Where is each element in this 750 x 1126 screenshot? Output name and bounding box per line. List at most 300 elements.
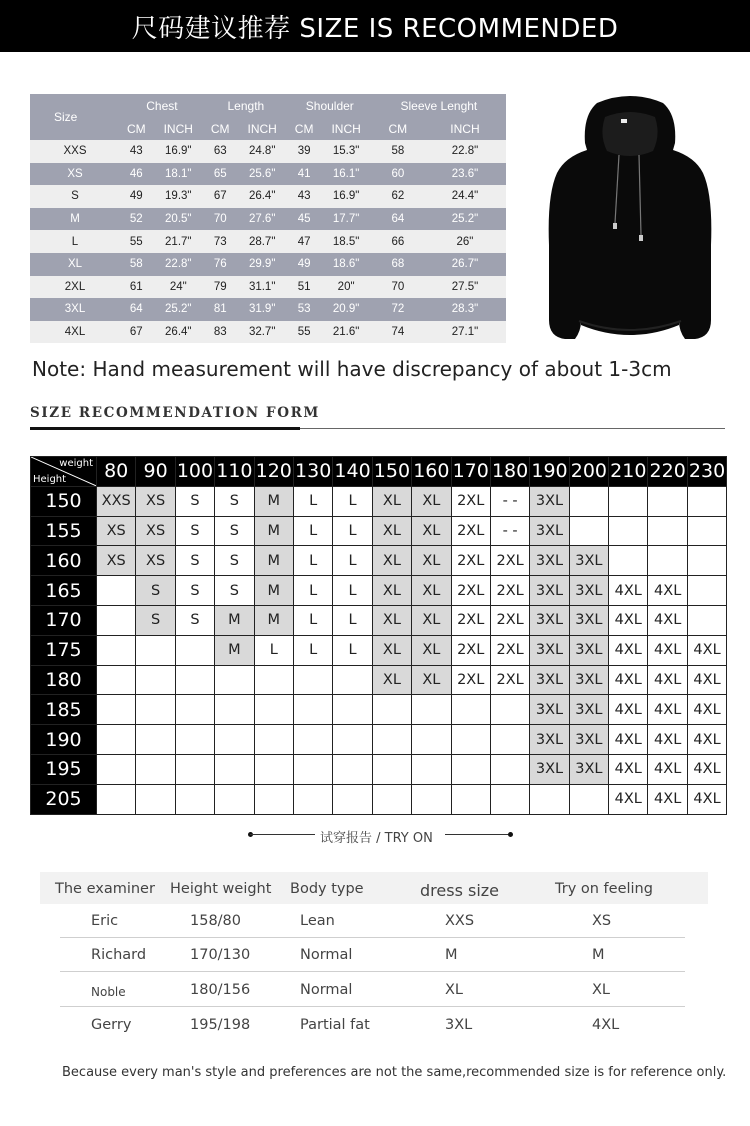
tryon-cell: Richard <box>91 947 147 963</box>
size-cell: M <box>254 576 293 606</box>
tryon-cell: M <box>592 947 605 963</box>
size-cell: - - <box>490 486 529 516</box>
divider-dot <box>508 832 513 837</box>
weight-header-cell: 90 <box>136 457 175 487</box>
size-name-cell: XL <box>30 253 120 276</box>
size-cell: 4XL <box>609 665 648 695</box>
tryon-header-cell: dress size <box>420 881 500 900</box>
weight-header-cell: 160 <box>412 457 451 487</box>
size-cell <box>333 665 372 695</box>
size-cell: 4XL <box>687 695 726 725</box>
unit-header: CM <box>288 117 321 140</box>
size-cell: 3XL <box>569 635 608 665</box>
size-cell <box>530 784 569 814</box>
size-cell: 3XL <box>569 665 608 695</box>
size-cell: 3XL <box>530 486 569 516</box>
size-cell: XXS <box>97 486 136 516</box>
unit-header: INCH <box>424 117 506 140</box>
size-name-cell: M <box>30 208 120 231</box>
size-cell: XS <box>97 546 136 576</box>
height-row <box>31 725 727 755</box>
size-cell: 2XL <box>451 635 490 665</box>
size-cell <box>136 725 175 755</box>
recommendation-title: SIZE RECOMMENDATION FORM <box>30 405 320 421</box>
tryon-row-divider <box>60 1006 685 1007</box>
size-row <box>30 140 506 163</box>
size-cell <box>254 754 293 784</box>
size-cell: 4XL <box>609 576 648 606</box>
size-cell <box>372 784 411 814</box>
size-cell <box>136 635 175 665</box>
size-cell: XL <box>412 665 451 695</box>
measurement-cell: 72 <box>372 298 424 321</box>
size-cell <box>175 665 214 695</box>
size-cell: S <box>215 516 254 546</box>
measurement-cell: 62 <box>372 185 424 208</box>
height-row <box>31 605 727 635</box>
corner-cell <box>31 457 97 487</box>
size-cell <box>687 605 726 635</box>
size-cell: 2XL <box>490 546 529 576</box>
tryon-header-cell: The examiner <box>55 881 155 897</box>
measurement-cell: 24.4" <box>424 185 506 208</box>
size-cell: 4XL <box>648 784 687 814</box>
size-cell: S <box>175 605 214 635</box>
size-cell: 4XL <box>687 665 726 695</box>
size-row <box>30 276 506 299</box>
unit-header: INCH <box>320 117 371 140</box>
tryon-header-cell: Try on feeling <box>555 881 653 897</box>
size-cell: XL <box>412 576 451 606</box>
measurement-cell: 23.6" <box>424 163 506 186</box>
size-cell: L <box>333 486 372 516</box>
size-cell <box>333 784 372 814</box>
size-header: Size <box>30 94 120 140</box>
size-cell <box>215 665 254 695</box>
measurement-cell: 24" <box>153 276 204 299</box>
height-label-cell: 160 <box>31 546 97 576</box>
size-cell: M <box>254 546 293 576</box>
measurement-cell: 52 <box>120 208 153 231</box>
measurement-cell: 22.8" <box>424 140 506 163</box>
size-cell: M <box>254 486 293 516</box>
size-cell <box>648 546 687 576</box>
size-cell: 4XL <box>648 576 687 606</box>
size-row <box>30 208 506 231</box>
height-label-cell: 165 <box>31 576 97 606</box>
size-cell: 4XL <box>609 695 648 725</box>
measurement-cell: 28.7" <box>237 230 288 253</box>
size-cell: L <box>333 546 372 576</box>
recommendation-grid-body <box>31 457 727 815</box>
height-label-cell: 190 <box>31 725 97 755</box>
size-cell: XS <box>97 516 136 546</box>
size-cell: 2XL <box>490 635 529 665</box>
measurement-cell: 74 <box>372 321 424 344</box>
measurement-cell: 27.5" <box>424 276 506 299</box>
size-row <box>30 185 506 208</box>
size-cell: L <box>293 635 332 665</box>
measurement-cell: 19.3" <box>153 185 204 208</box>
measurement-cell: 81 <box>204 298 237 321</box>
measurement-cell: 22.8" <box>153 253 204 276</box>
size-name-cell: XS <box>30 163 120 186</box>
size-cell <box>97 754 136 784</box>
measurement-cell: 66 <box>372 230 424 253</box>
measurement-cell: 49 <box>288 253 321 276</box>
size-cell <box>293 695 332 725</box>
size-cell: 3XL <box>569 754 608 784</box>
size-cell: XL <box>372 635 411 665</box>
height-label-cell: 195 <box>31 754 97 784</box>
measurement-cell: 28.3" <box>424 298 506 321</box>
size-cell <box>215 725 254 755</box>
measurement-cell: 26" <box>424 230 506 253</box>
measurement-cell: 20.9" <box>320 298 371 321</box>
size-cell <box>293 784 332 814</box>
title-rule <box>300 428 725 429</box>
size-cell <box>97 695 136 725</box>
size-cell <box>97 665 136 695</box>
size-cell <box>97 576 136 606</box>
tryon-cell: Eric <box>91 913 119 929</box>
measurement-cell: 63 <box>204 140 237 163</box>
size-cell: L <box>293 576 332 606</box>
weight-header-cell: 200 <box>569 457 608 487</box>
size-cell: 2XL <box>490 576 529 606</box>
measurement-cell: 51 <box>288 276 321 299</box>
height-label-cell: 150 <box>31 486 97 516</box>
size-cell <box>687 486 726 516</box>
size-cell <box>569 516 608 546</box>
measurement-cell: 49 <box>120 185 153 208</box>
size-cell: L <box>293 605 332 635</box>
tryon-cell: XS <box>592 913 612 929</box>
header-title: 尺码建议推荐 SIZE IS RECOMMENDED <box>131 13 619 44</box>
size-cell: XS <box>136 546 175 576</box>
measurement-cell: 47 <box>288 230 321 253</box>
size-cell <box>412 784 451 814</box>
weight-header-cell: 110 <box>215 457 254 487</box>
footer-disclaimer: Because every man's style and preferences are not the same,recommended size is for reference only. <box>62 1065 727 1080</box>
size-cell <box>490 695 529 725</box>
corner-height-label: Height <box>33 473 67 485</box>
measurement-cell: 45 <box>288 208 321 231</box>
tryon-cell: 170/130 <box>190 947 251 963</box>
size-cell: 4XL <box>648 635 687 665</box>
tryon-cell: Gerry <box>91 1017 132 1033</box>
measurement-cell: 65 <box>204 163 237 186</box>
measurement-cell: 39 <box>288 140 321 163</box>
size-cell: XL <box>412 516 451 546</box>
divider-line <box>250 834 315 835</box>
height-row <box>31 486 727 516</box>
height-label-cell: 185 <box>31 695 97 725</box>
weight-header-cell: 220 <box>648 457 687 487</box>
measurement-cell: 29.9" <box>237 253 288 276</box>
size-cell: 3XL <box>530 635 569 665</box>
measurement-cell: 18.5" <box>320 230 371 253</box>
tryon-cell: XL <box>445 982 464 998</box>
size-cell <box>412 725 451 755</box>
measurement-cell: 64 <box>372 208 424 231</box>
measurement-cell: 27.6" <box>237 208 288 231</box>
size-cell: S <box>175 486 214 516</box>
size-recommendation-grid <box>30 456 727 815</box>
size-cell <box>215 695 254 725</box>
height-row <box>31 576 727 606</box>
size-cell: L <box>333 516 372 546</box>
size-cell: 4XL <box>609 635 648 665</box>
tryon-cell: 180/156 <box>190 982 251 998</box>
size-name-cell: 3XL <box>30 298 120 321</box>
size-row <box>30 321 506 344</box>
weight-header-cell: 130 <box>293 457 332 487</box>
height-row <box>31 546 727 576</box>
header-banner <box>0 0 750 52</box>
size-cell <box>254 725 293 755</box>
size-cell <box>97 784 136 814</box>
height-label-cell: 205 <box>31 784 97 814</box>
size-cell: 4XL <box>648 665 687 695</box>
group-header: Chest <box>120 94 204 117</box>
height-row <box>31 754 727 784</box>
size-cell <box>293 725 332 755</box>
measurement-cell: 27.1" <box>424 321 506 344</box>
measurement-cell: 67 <box>120 321 153 344</box>
size-cell: 4XL <box>687 754 726 784</box>
tryon-cell: Normal <box>300 947 353 963</box>
tryon-cell: Lean <box>300 913 335 929</box>
size-name-cell: XXS <box>30 140 120 163</box>
measurement-cell: 58 <box>372 140 424 163</box>
size-cell: - - <box>490 516 529 546</box>
size-cell: 3XL <box>569 576 608 606</box>
size-cell <box>687 546 726 576</box>
size-cell <box>490 784 529 814</box>
size-cell: XL <box>372 576 411 606</box>
tryon-cell: 158/80 <box>190 913 242 929</box>
measurement-cell: 43 <box>288 185 321 208</box>
size-cell: 4XL <box>687 725 726 755</box>
size-cell: S <box>136 605 175 635</box>
size-cell: XL <box>412 605 451 635</box>
measurement-cell: 16.9" <box>320 185 371 208</box>
measurement-cell: 41 <box>288 163 321 186</box>
size-cell <box>372 695 411 725</box>
size-cell: XS <box>136 516 175 546</box>
height-row <box>31 695 727 725</box>
size-cell: 3XL <box>530 695 569 725</box>
size-cell: 3XL <box>569 725 608 755</box>
size-cell: 2XL <box>451 516 490 546</box>
height-row <box>31 516 727 546</box>
measurement-cell: 26.7" <box>424 253 506 276</box>
size-cell <box>254 665 293 695</box>
size-cell: 2XL <box>451 486 490 516</box>
size-cell <box>254 695 293 725</box>
size-row <box>30 163 506 186</box>
size-cell <box>490 754 529 784</box>
size-cell <box>97 635 136 665</box>
size-cell: XL <box>372 605 411 635</box>
size-cell: M <box>215 635 254 665</box>
tryon-header-cell: Height weight <box>170 881 272 897</box>
size-cell <box>215 784 254 814</box>
measurement-cell: 17.7" <box>320 208 371 231</box>
size-cell: S <box>215 576 254 606</box>
measurement-cell: 26.4" <box>153 321 204 344</box>
size-cell: 2XL <box>451 546 490 576</box>
weight-header-cell: 230 <box>687 457 726 487</box>
unit-header: CM <box>120 117 153 140</box>
size-cell: S <box>136 576 175 606</box>
size-cell <box>97 605 136 635</box>
size-cell <box>648 516 687 546</box>
size-cell: 4XL <box>609 784 648 814</box>
measurement-cell: 18.6" <box>320 253 371 276</box>
measurement-cell: 61 <box>120 276 153 299</box>
size-cell: 3XL <box>530 665 569 695</box>
size-cell <box>136 695 175 725</box>
corner-weight-label: weight <box>59 458 93 469</box>
size-cell: S <box>215 486 254 516</box>
size-cell <box>175 635 214 665</box>
tryon-title: 试穿报告 / TRY ON <box>320 831 433 846</box>
weight-header-cell: 210 <box>609 457 648 487</box>
size-cell: 3XL <box>530 576 569 606</box>
size-cell: 2XL <box>490 605 529 635</box>
measurement-cell: 76 <box>204 253 237 276</box>
size-cell: L <box>293 546 332 576</box>
size-cell <box>372 725 411 755</box>
size-cell <box>333 725 372 755</box>
measurement-cell: 25.2" <box>153 298 204 321</box>
size-cell: 4XL <box>609 605 648 635</box>
tryon-cell: 3XL <box>445 1017 473 1033</box>
size-row <box>30 298 506 321</box>
height-label-cell: 180 <box>31 665 97 695</box>
tryon-cell: M <box>445 947 458 963</box>
size-chart-table <box>30 94 506 343</box>
measurement-cell: 55 <box>120 230 153 253</box>
size-cell: XL <box>372 516 411 546</box>
group-header: Length <box>204 94 288 117</box>
measurement-cell: 70 <box>204 208 237 231</box>
size-cell <box>569 784 608 814</box>
size-cell <box>175 754 214 784</box>
measurement-cell: 53 <box>288 298 321 321</box>
size-cell: 4XL <box>609 754 648 784</box>
size-cell: 2XL <box>451 576 490 606</box>
measurement-cell: 20" <box>320 276 371 299</box>
size-cell: M <box>254 605 293 635</box>
unit-header: INCH <box>153 117 204 140</box>
tryon-row-divider <box>60 971 685 972</box>
size-cell: XL <box>372 546 411 576</box>
size-row <box>30 230 506 253</box>
measurement-cell: 16.9" <box>153 140 204 163</box>
size-cell <box>293 665 332 695</box>
divider-line <box>445 834 510 835</box>
measurement-cell: 25.2" <box>424 208 506 231</box>
tryon-cell: Partial fat <box>300 1017 370 1033</box>
size-cell <box>609 486 648 516</box>
height-row <box>31 665 727 695</box>
group-header: Shoulder <box>288 94 372 117</box>
size-cell: S <box>215 546 254 576</box>
measurement-cell: 58 <box>120 253 153 276</box>
weight-header-cell: 190 <box>530 457 569 487</box>
size-cell: 3XL <box>530 754 569 784</box>
size-cell <box>648 486 687 516</box>
weight-header-cell: 140 <box>333 457 372 487</box>
size-cell: 4XL <box>648 754 687 784</box>
size-name-cell: L <box>30 230 120 253</box>
weight-header-cell: 180 <box>490 457 529 487</box>
weight-header-cell: 120 <box>254 457 293 487</box>
size-cell <box>490 725 529 755</box>
size-cell: XL <box>412 546 451 576</box>
size-cell <box>451 725 490 755</box>
tryon-cell: XXS <box>445 913 475 929</box>
tryon-cell: Normal <box>300 982 353 998</box>
size-cell: 2XL <box>490 665 529 695</box>
measurement-cell: 31.1" <box>237 276 288 299</box>
measurement-cell: 79 <box>204 276 237 299</box>
size-cell: 2XL <box>451 665 490 695</box>
size-name-cell: S <box>30 185 120 208</box>
measurement-cell: 24.8" <box>237 140 288 163</box>
weight-header-cell: 80 <box>97 457 136 487</box>
size-cell: XS <box>136 486 175 516</box>
size-cell: L <box>333 635 372 665</box>
size-cell: M <box>215 605 254 635</box>
size-cell <box>412 754 451 784</box>
size-cell <box>412 695 451 725</box>
size-cell: L <box>333 576 372 606</box>
size-cell: XL <box>372 486 411 516</box>
measurement-cell: 26.4" <box>237 185 288 208</box>
size-cell: 3XL <box>569 546 608 576</box>
size-cell <box>333 695 372 725</box>
measurement-cell: 25.6" <box>237 163 288 186</box>
height-row <box>31 635 727 665</box>
size-cell <box>97 725 136 755</box>
size-cell: 4XL <box>648 695 687 725</box>
measurement-cell: 70 <box>372 276 424 299</box>
size-cell <box>372 754 411 784</box>
size-cell <box>215 754 254 784</box>
size-cell <box>451 784 490 814</box>
size-cell <box>293 754 332 784</box>
height-label-cell: 155 <box>31 516 97 546</box>
size-cell <box>175 695 214 725</box>
size-cell <box>609 546 648 576</box>
height-label-cell: 170 <box>31 605 97 635</box>
size-name-cell: 4XL <box>30 321 120 344</box>
size-cell: L <box>293 486 332 516</box>
size-cell: 3XL <box>530 546 569 576</box>
measurement-cell: 15.3" <box>320 140 371 163</box>
size-name-cell: 2XL <box>30 276 120 299</box>
size-cell: XL <box>412 486 451 516</box>
measurement-cell: 55 <box>288 321 321 344</box>
size-cell: L <box>333 605 372 635</box>
measurement-cell: 16.1" <box>320 163 371 186</box>
measurement-cell: 68 <box>372 253 424 276</box>
size-cell <box>687 516 726 546</box>
